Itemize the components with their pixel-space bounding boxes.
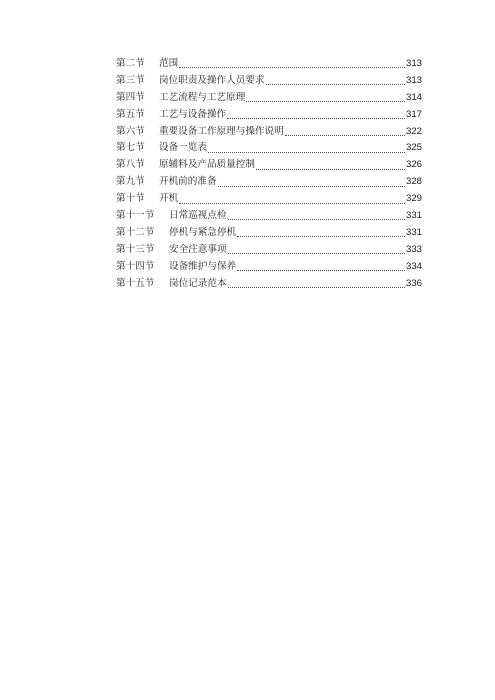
toc-dot-leader bbox=[237, 269, 405, 271]
toc-page-number: 331 bbox=[405, 226, 422, 238]
toc-dot-leader bbox=[285, 134, 405, 136]
toc-page-number: 329 bbox=[405, 193, 422, 205]
toc-dot-leader bbox=[228, 218, 405, 220]
toc-dot-leader bbox=[246, 100, 405, 102]
toc-page-number: 313 bbox=[405, 58, 422, 69]
toc-section-number: 第十一节 bbox=[116, 210, 155, 222]
toc-section-number: 第五节 bbox=[116, 108, 145, 120]
toc-section-title: 岗位记录范本 bbox=[169, 277, 227, 289]
toc-section-number: 第八节 bbox=[116, 159, 145, 171]
toc-section-number: 第二节 bbox=[116, 58, 145, 69]
toc-page-number: 333 bbox=[405, 243, 422, 255]
toc-section-title: 设备维护与保养 bbox=[169, 260, 237, 272]
table-of-contents bbox=[116, 56, 422, 292]
toc-entry[interactable] bbox=[116, 276, 422, 293]
toc-entry[interactable] bbox=[116, 259, 422, 276]
toc-entry[interactable] bbox=[116, 174, 422, 191]
toc-section-title: 开机前的准备 bbox=[159, 176, 217, 188]
toc-dot-leader bbox=[256, 168, 405, 170]
toc-dot-leader bbox=[237, 235, 405, 237]
toc-entry[interactable] bbox=[116, 242, 422, 259]
toc-section-number: 第六节 bbox=[116, 125, 145, 137]
toc-dot-leader bbox=[179, 66, 405, 68]
toc-page-number: 331 bbox=[405, 210, 422, 222]
toc-dot-leader bbox=[228, 286, 405, 288]
toc-section-number: 第十五节 bbox=[116, 277, 155, 289]
toc-dot-leader bbox=[228, 252, 405, 254]
toc-section-title: 安全注意事项 bbox=[169, 243, 227, 255]
toc-section-title: 开机 bbox=[159, 193, 179, 205]
toc-section-number: 第七节 bbox=[116, 142, 145, 154]
toc-section-number: 第十二节 bbox=[116, 226, 155, 238]
toc-entry[interactable] bbox=[116, 208, 422, 225]
toc-dot-leader bbox=[266, 83, 405, 85]
toc-entry[interactable] bbox=[116, 225, 422, 242]
toc-entry[interactable] bbox=[116, 191, 422, 208]
toc-page-number: 313 bbox=[405, 74, 422, 86]
toc-entry[interactable] bbox=[116, 90, 422, 107]
toc-section-title: 日常巡视点检 bbox=[169, 210, 227, 222]
toc-section-title: 重要设备工作原理与操作说明 bbox=[159, 125, 284, 137]
toc-page-number: 314 bbox=[405, 91, 422, 103]
toc-section-title: 工艺与设备操作 bbox=[159, 108, 227, 120]
toc-page-number: 336 bbox=[405, 277, 422, 289]
toc-section-title: 停机与紧急停机 bbox=[169, 226, 237, 238]
toc-dot-leader bbox=[208, 151, 405, 153]
toc-section-title: 设备一览表 bbox=[159, 142, 207, 154]
toc-entry[interactable] bbox=[116, 107, 422, 124]
toc-section-number: 第十三节 bbox=[116, 243, 155, 255]
toc-section-number: 第九节 bbox=[116, 176, 145, 188]
toc-entry[interactable] bbox=[116, 157, 422, 174]
toc-section-title: 工艺流程与工艺原理 bbox=[159, 91, 246, 103]
toc-entry[interactable] bbox=[116, 124, 422, 141]
toc-section-number: 第三节 bbox=[116, 74, 145, 86]
toc-section-title: 岗位职责及操作人员要求 bbox=[159, 74, 265, 86]
toc-entry[interactable] bbox=[116, 73, 422, 90]
toc-page-number: 328 bbox=[405, 176, 422, 188]
toc-section-title: 范围 bbox=[159, 58, 179, 69]
toc-page-number: 322 bbox=[405, 125, 422, 137]
toc-page-number: 325 bbox=[405, 142, 422, 154]
toc-page-number: 326 bbox=[405, 159, 422, 171]
toc-entry[interactable] bbox=[116, 56, 422, 73]
toc-dot-leader bbox=[179, 202, 405, 204]
toc-section-number: 第十节 bbox=[116, 193, 145, 205]
toc-section-number: 第四节 bbox=[116, 91, 145, 103]
toc-page-number: 317 bbox=[405, 108, 422, 120]
toc-section-number: 第十四节 bbox=[116, 260, 155, 272]
toc-section-title: 原辅料及产品质量控制 bbox=[159, 159, 255, 171]
toc-page-number: 334 bbox=[405, 260, 422, 272]
toc-entry[interactable] bbox=[116, 140, 422, 157]
toc-dot-leader bbox=[227, 117, 405, 119]
toc-dot-leader bbox=[218, 185, 405, 187]
